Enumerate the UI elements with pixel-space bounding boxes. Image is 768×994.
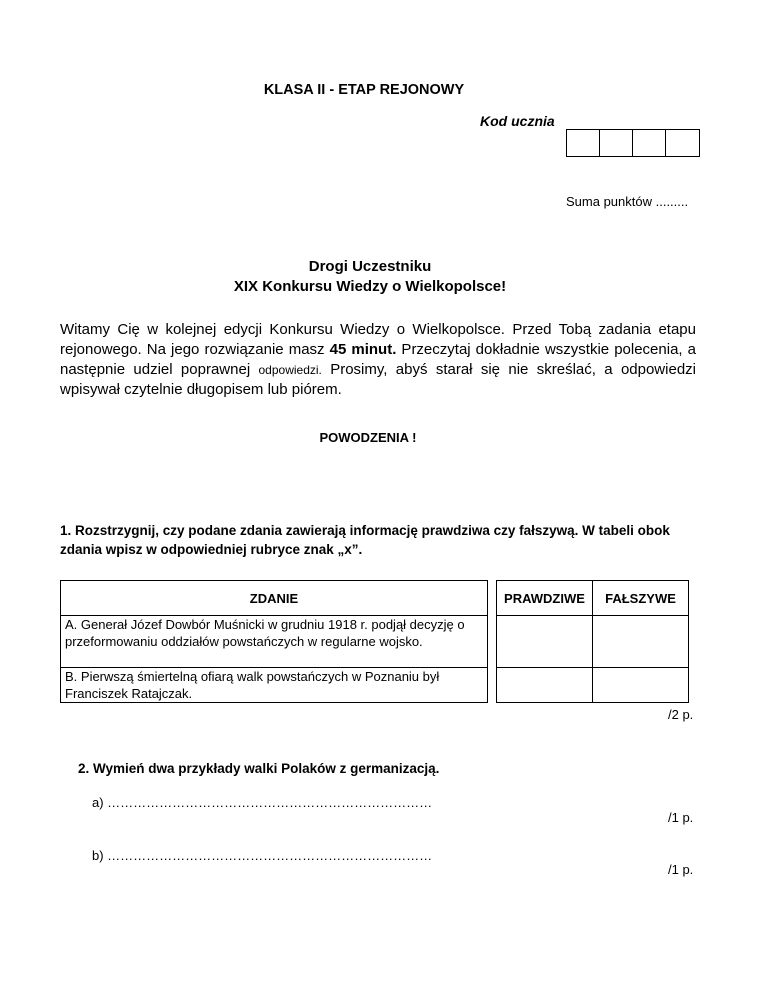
good-luck: POWODZENIA ! [319,430,417,445]
code-box[interactable] [633,130,666,156]
question-2a-score: /1 p. [668,810,694,825]
code-box[interactable] [567,130,600,156]
question-1-table [60,580,689,703]
student-code-boxes[interactable] [566,129,700,157]
answer-true-b[interactable] [497,668,593,703]
answer-false-a[interactable] [593,616,689,668]
intro-text-3: Prosimy, abyś starał się nie skreślać, a odpowiedzi wpisywał czytelnie długopisem lub piórem. [60,361,696,398]
table-gap [488,616,497,668]
page-title: KLASA II - ETAP REJONOWY [263,82,465,98]
answer-line-b[interactable]: b) ………………………………………………………………… [92,848,433,863]
points-sum: Suma punktów ......... [566,194,689,209]
greeting-line-1: Drogi Uczestniku [308,258,432,275]
col-header-statement: ZDANIE [61,581,488,616]
col-header-false: FAŁSZYWE [593,581,689,616]
col-header-true: PRAWDZIWE [497,581,593,616]
greeting-line-2: XIX Konkursu Wiedzy o Wielkopolsce! [233,278,507,295]
statement-a: A. Generał Józef Dowbór Muśnicki w grudniu 1918 r. podjął decyzję o przeformowaniu oddziałów powstańczych w regularne wojsko. [61,616,488,668]
table-gap [488,581,497,616]
table-row [61,668,689,703]
code-box[interactable] [666,130,699,156]
statement-b: B. Pierwszą śmiertelną ofiarą walk powstańczych w Poznaniu był Franciszek Ratajczak. [61,668,488,703]
intro-small-word: odpowiedzi. [258,363,322,377]
table-header-row [61,581,689,616]
student-code-label: Kod ucznia [480,113,555,129]
answer-true-a[interactable] [497,616,593,668]
greeting [0,257,740,297]
table-row [61,616,689,668]
question-2-text: 2. Wymień dwa przykłady walki Polaków z germanizacją. [78,761,440,776]
intro-text-2: Przeczytaj dokładnie wszystkie polecenia, a następnie udziel poprawnej [60,341,696,378]
question-2b-score: /1 p. [668,862,694,877]
intro-time: 45 minut. [329,341,397,358]
question-1-score: /2 p. [668,707,694,722]
intro-paragraph [60,320,696,400]
answer-false-b[interactable] [593,668,689,703]
answer-line-a[interactable]: a) ………………………………………………………………… [92,795,433,810]
table-gap [488,668,497,703]
code-box[interactable] [600,130,633,156]
intro-text-1: Witamy Cię w kolejnej edycji Konkursu Wiedzy o Wielkopolsce. Przed Tobą zadania etapu rejonowego. Na jego rozwiązanie masz [60,321,696,358]
question-1-text: 1. Rozstrzygnij, czy podane zdania zawierają informację prawdziwa czy fałszywą. W tabeli obok zdania wpisz w odpowiedniej rubryce znak „x”. [60,523,670,557]
